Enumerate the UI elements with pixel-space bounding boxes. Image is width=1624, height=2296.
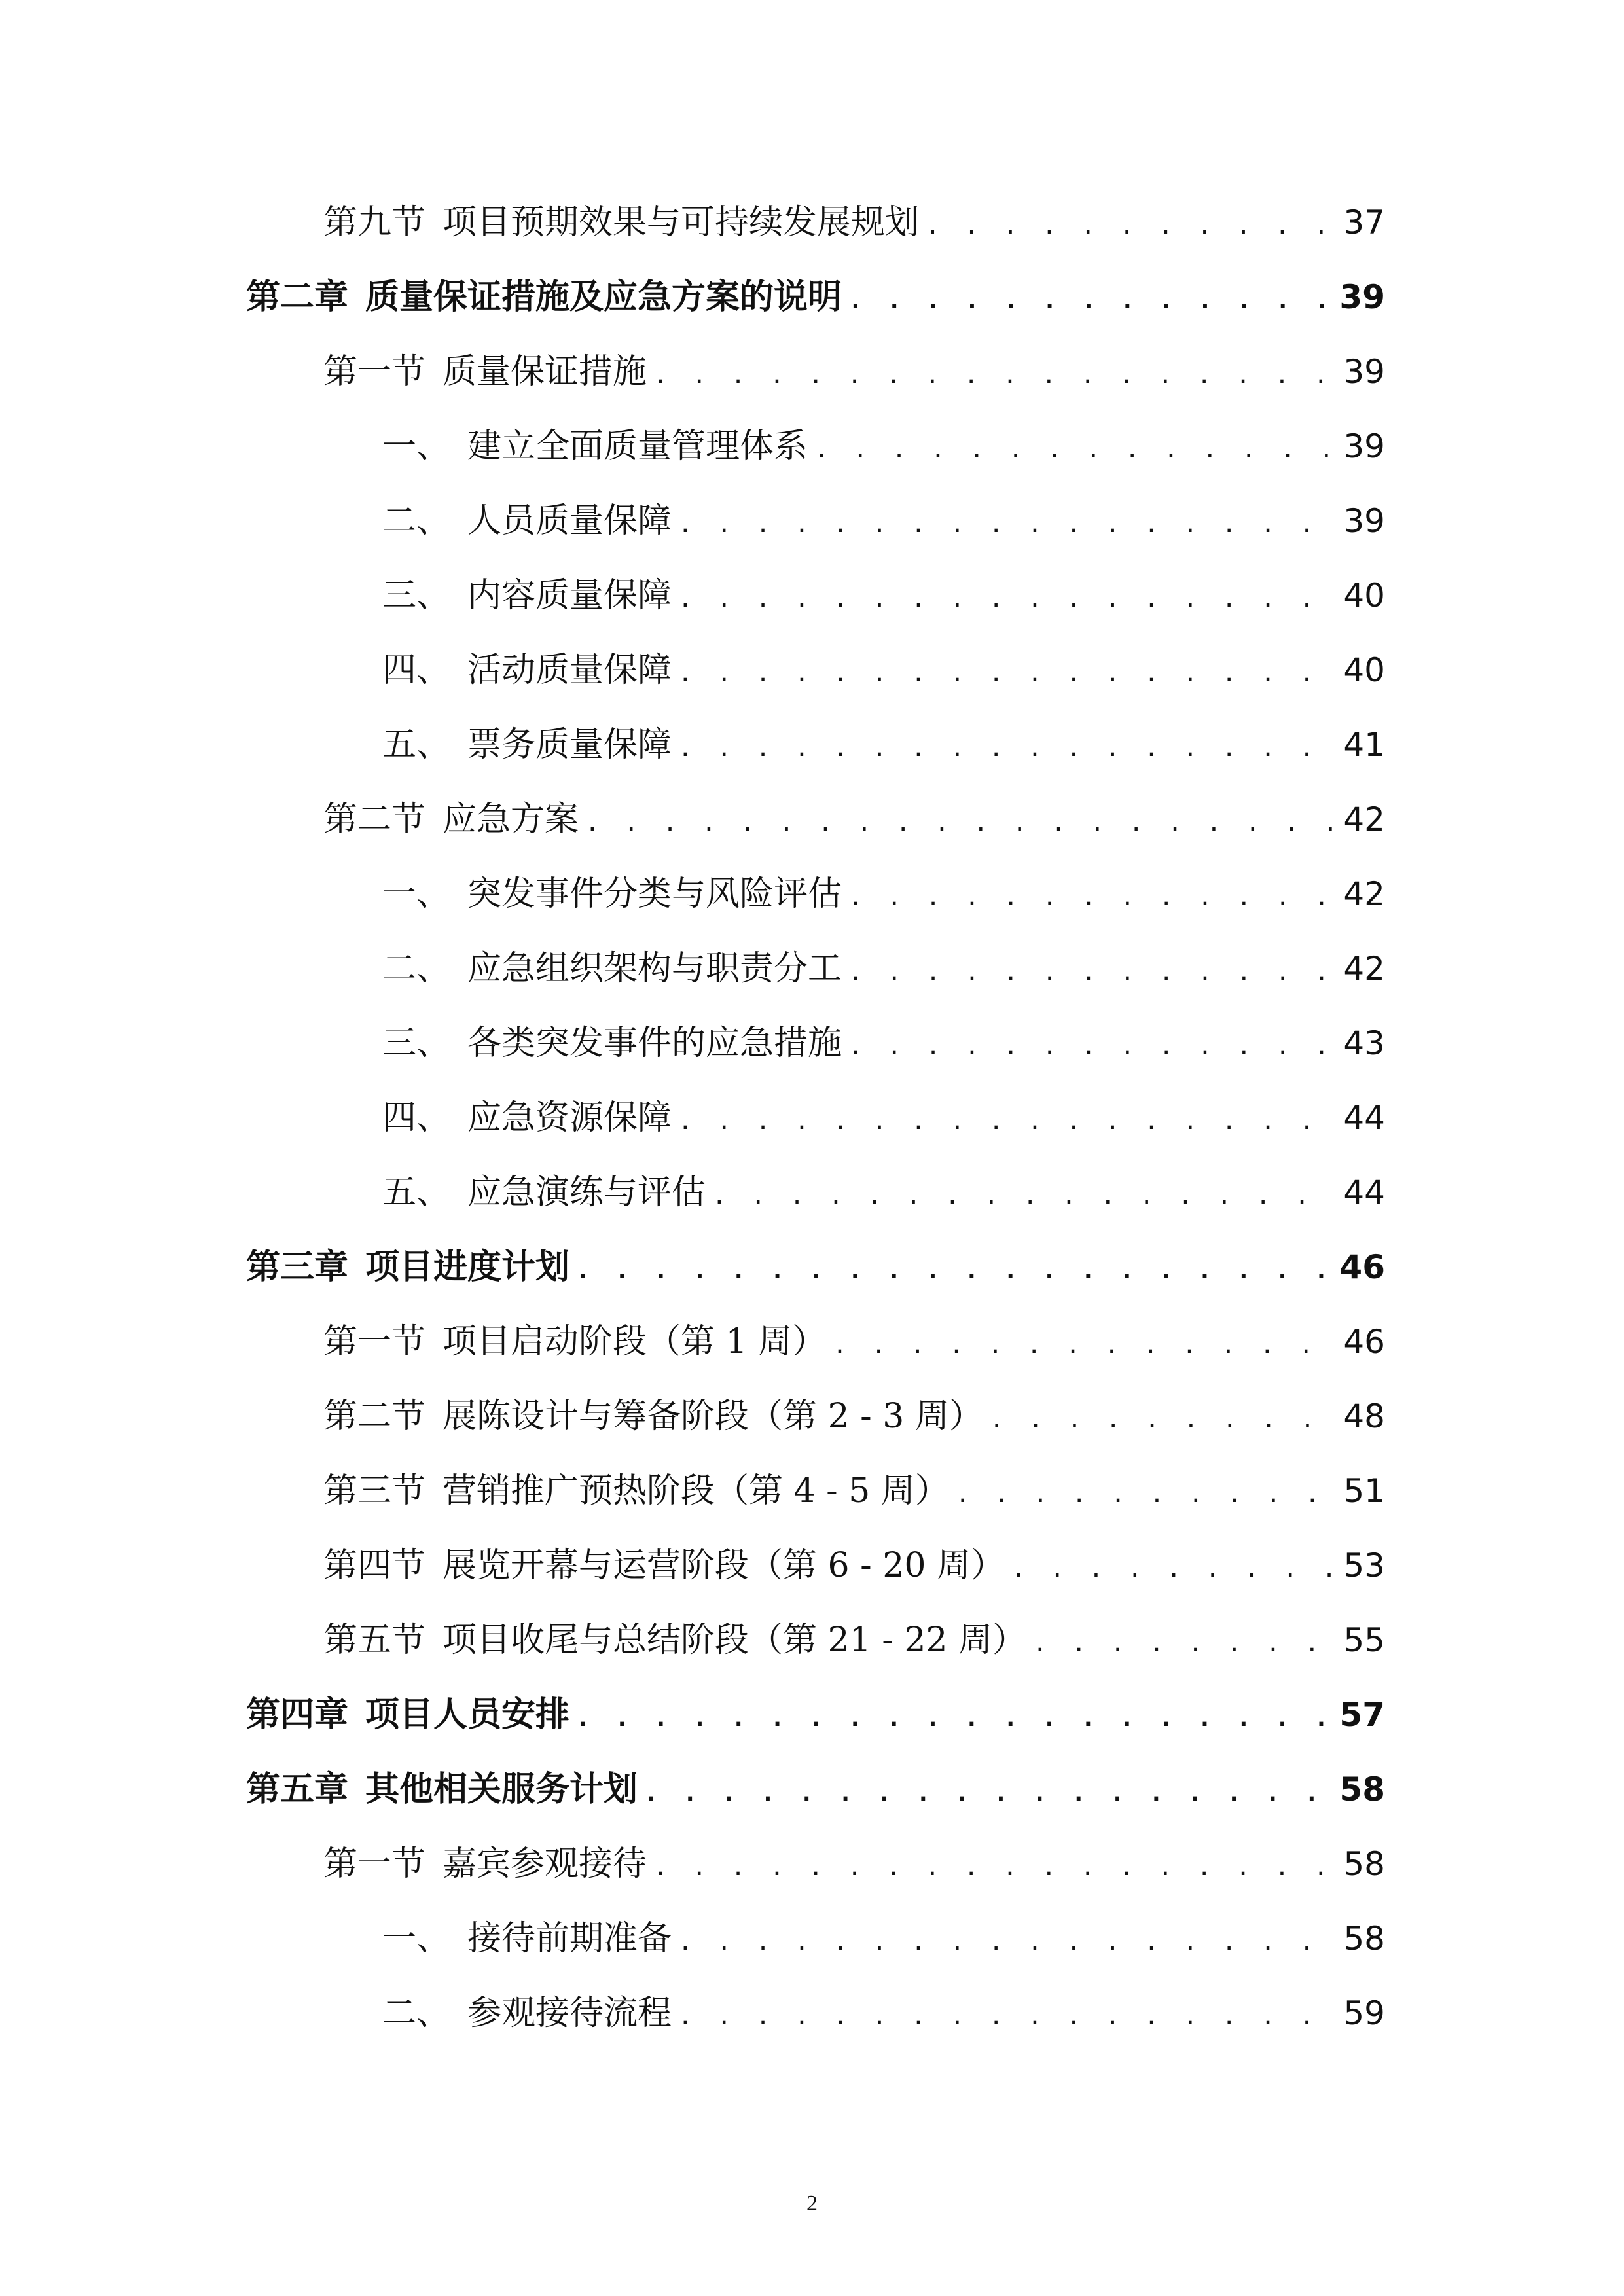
dot-leader [678, 562, 1334, 637]
table-of-contents [246, 185, 1385, 2051]
toc-entry-title: 项目预期效果与可持续发展规划 [442, 203, 920, 242]
toc-entry[interactable] [246, 1677, 1385, 1752]
toc-entry-page: 46 [1339, 1248, 1385, 1286]
toc-entry-number: 第二节 [323, 800, 426, 839]
dot-leader [653, 338, 1334, 413]
toc-entry-page: 58 [1343, 1920, 1385, 1958]
toc-entry[interactable] [246, 558, 1385, 633]
toc-entry-title: 各类突发事件的应急措施 [467, 1024, 842, 1063]
toc-entry-page: 39 [1343, 353, 1385, 391]
toc-entry-page: 39 [1343, 502, 1385, 540]
toc-entry-number: 第五节 [323, 1621, 426, 1660]
toc-entry-page: 58 [1343, 1845, 1385, 1883]
toc-entry-page: 37 [1343, 204, 1385, 242]
toc-entry-title: 应急方案 [442, 800, 579, 839]
toc-entry-page: 55 [1343, 1621, 1385, 1659]
toc-entry[interactable] [246, 1230, 1385, 1304]
toc-entry-title: 质量保证措施 [442, 352, 647, 391]
toc-entry-number: 四、 [382, 651, 451, 690]
toc-entry-page: 46 [1343, 1323, 1385, 1361]
toc-entry-number: 三、 [382, 1024, 451, 1063]
toc-entry-number: 第二章 [246, 277, 349, 317]
dot-leader [576, 1234, 1330, 1308]
toc-entry-title: 应急组织架构与职责分工 [467, 949, 842, 988]
toc-entry-title: 项目人员安排 [365, 1695, 570, 1734]
toc-entry-title: 展陈设计与筹备阶段（第 2 - 3 周） [442, 1397, 983, 1436]
toc-entry[interactable] [246, 334, 1385, 409]
toc-entry[interactable] [246, 1304, 1385, 1379]
toc-entry-number: 五、 [382, 725, 451, 764]
toc-entry-title: 突发事件分类与风险评估 [467, 874, 842, 914]
toc-entry[interactable] [246, 782, 1385, 857]
dot-leader [990, 1383, 1335, 1458]
dot-leader [926, 189, 1334, 264]
dot-leader [678, 637, 1334, 711]
toc-entry[interactable] [246, 708, 1385, 782]
toc-entry-title: 营销推广预热阶段（第 4 - 5 周） [442, 1471, 949, 1511]
toc-entry[interactable] [246, 1155, 1385, 1230]
toc-entry-title: 项目进度计划 [365, 1247, 570, 1287]
dot-leader [644, 1756, 1330, 1831]
toc-entry[interactable] [246, 409, 1385, 484]
dot-leader [585, 786, 1334, 861]
dot-leader [1011, 1532, 1334, 1607]
toc-entry[interactable] [246, 1901, 1385, 1976]
dot-leader [848, 861, 1334, 935]
toc-entry[interactable] [246, 1603, 1385, 1677]
toc-entry[interactable] [246, 1827, 1385, 1901]
toc-entry-page: 44 [1343, 1099, 1385, 1137]
page-number: 2 [806, 2191, 818, 2215]
toc-entry-page: 51 [1343, 1472, 1385, 1510]
dot-leader [848, 264, 1330, 338]
dot-leader [576, 1681, 1330, 1756]
toc-entry-title: 建立全面质量管理体系 [467, 427, 808, 466]
toc-entry-page: 42 [1343, 800, 1385, 838]
toc-entry[interactable] [246, 484, 1385, 558]
dot-leader [678, 488, 1334, 562]
toc-entry-number: 四、 [382, 1098, 451, 1138]
dot-leader [678, 1905, 1334, 1980]
toc-entry-number: 第三节 [323, 1471, 426, 1511]
toc-entry[interactable] [246, 931, 1385, 1006]
toc-entry-page: 59 [1343, 1994, 1385, 2032]
toc-entry-title: 人员质量保障 [467, 501, 672, 541]
toc-entry-title: 应急演练与评估 [467, 1173, 706, 1212]
toc-entry-number: 二、 [382, 1994, 451, 2033]
toc-entry-title: 应急资源保障 [467, 1098, 672, 1138]
toc-entry[interactable] [246, 260, 1385, 334]
dot-leader [712, 1159, 1334, 1234]
toc-entry-title: 项目收尾与总结阶段（第 21 - 22 周） [442, 1621, 1027, 1660]
dot-leader [678, 711, 1334, 786]
toc-entry[interactable] [246, 185, 1385, 260]
toc-entry-title: 活动质量保障 [467, 651, 672, 690]
toc-entry-number: 第九节 [323, 203, 426, 242]
toc-entry-title: 内容质量保障 [467, 576, 672, 615]
dot-leader [678, 1980, 1334, 2054]
dot-leader [1033, 1607, 1334, 1681]
toc-entry-number: 第一节 [323, 352, 426, 391]
toc-entry-page: 48 [1343, 1397, 1385, 1435]
toc-entry-title: 项目启动阶段（第 1 周） [442, 1322, 827, 1361]
toc-entry-number: 三、 [382, 576, 451, 615]
toc-entry-page: 43 [1343, 1024, 1385, 1062]
toc-entry[interactable] [246, 857, 1385, 931]
dot-leader [653, 1831, 1334, 1905]
toc-entry[interactable] [246, 1528, 1385, 1603]
toc-entry-page: 40 [1343, 577, 1385, 615]
toc-entry-page: 44 [1343, 1174, 1385, 1211]
toc-entry-page: 58 [1339, 1770, 1385, 1808]
dot-leader [833, 1308, 1334, 1383]
toc-entry-number: 第三章 [246, 1247, 349, 1287]
dot-leader [848, 1010, 1334, 1085]
toc-entry-number: 五、 [382, 1173, 451, 1212]
toc-entry-title: 参观接待流程 [467, 1994, 672, 2033]
dot-leader [848, 935, 1334, 1010]
toc-entry[interactable] [246, 1752, 1385, 1827]
toc-entry-number: 第二节 [323, 1397, 426, 1436]
toc-entry-number: 第四章 [246, 1695, 349, 1734]
toc-entry[interactable] [246, 633, 1385, 708]
toc-entry-title: 其他相关服务计划 [365, 1769, 638, 1809]
toc-entry-page: 40 [1343, 651, 1385, 689]
toc-entry-page: 57 [1339, 1696, 1385, 1734]
toc-entry-number: 二、 [382, 949, 451, 988]
toc-entry-page: 39 [1343, 427, 1385, 465]
toc-entry-title: 接待前期准备 [467, 1919, 672, 1958]
toc-entry-number: 一、 [382, 874, 451, 914]
toc-entry-title: 展览开幕与运营阶段（第 6 - 20 周） [442, 1546, 1005, 1585]
dot-leader [956, 1458, 1335, 1532]
toc-entry-number: 二、 [382, 501, 451, 541]
toc-entry-number: 第四节 [323, 1546, 426, 1585]
toc-entry-number: 一、 [382, 427, 451, 466]
toc-entry-number: 第五章 [246, 1769, 349, 1809]
toc-entry-title: 票务质量保障 [467, 725, 672, 764]
dot-leader [678, 1085, 1334, 1159]
toc-entry[interactable] [246, 1379, 1385, 1454]
toc-entry-page: 41 [1343, 726, 1385, 764]
toc-entry[interactable] [246, 1081, 1385, 1155]
toc-entry[interactable] [246, 1976, 1385, 2051]
toc-entry-page: 53 [1343, 1547, 1385, 1585]
toc-entry-page: 42 [1343, 950, 1385, 988]
toc-entry-number: 一、 [382, 1919, 451, 1958]
toc-entry-page: 42 [1343, 875, 1385, 913]
toc-entry-title: 嘉宾参观接待 [442, 1844, 647, 1884]
toc-entry-number: 第一节 [323, 1322, 426, 1361]
toc-entry[interactable] [246, 1454, 1385, 1528]
dot-leader [814, 413, 1334, 488]
toc-entry-title: 质量保证措施及应急方案的说明 [365, 277, 842, 317]
toc-entry-page: 39 [1339, 278, 1385, 316]
toc-entry[interactable] [246, 1006, 1385, 1081]
toc-entry-number: 第一节 [323, 1844, 426, 1884]
